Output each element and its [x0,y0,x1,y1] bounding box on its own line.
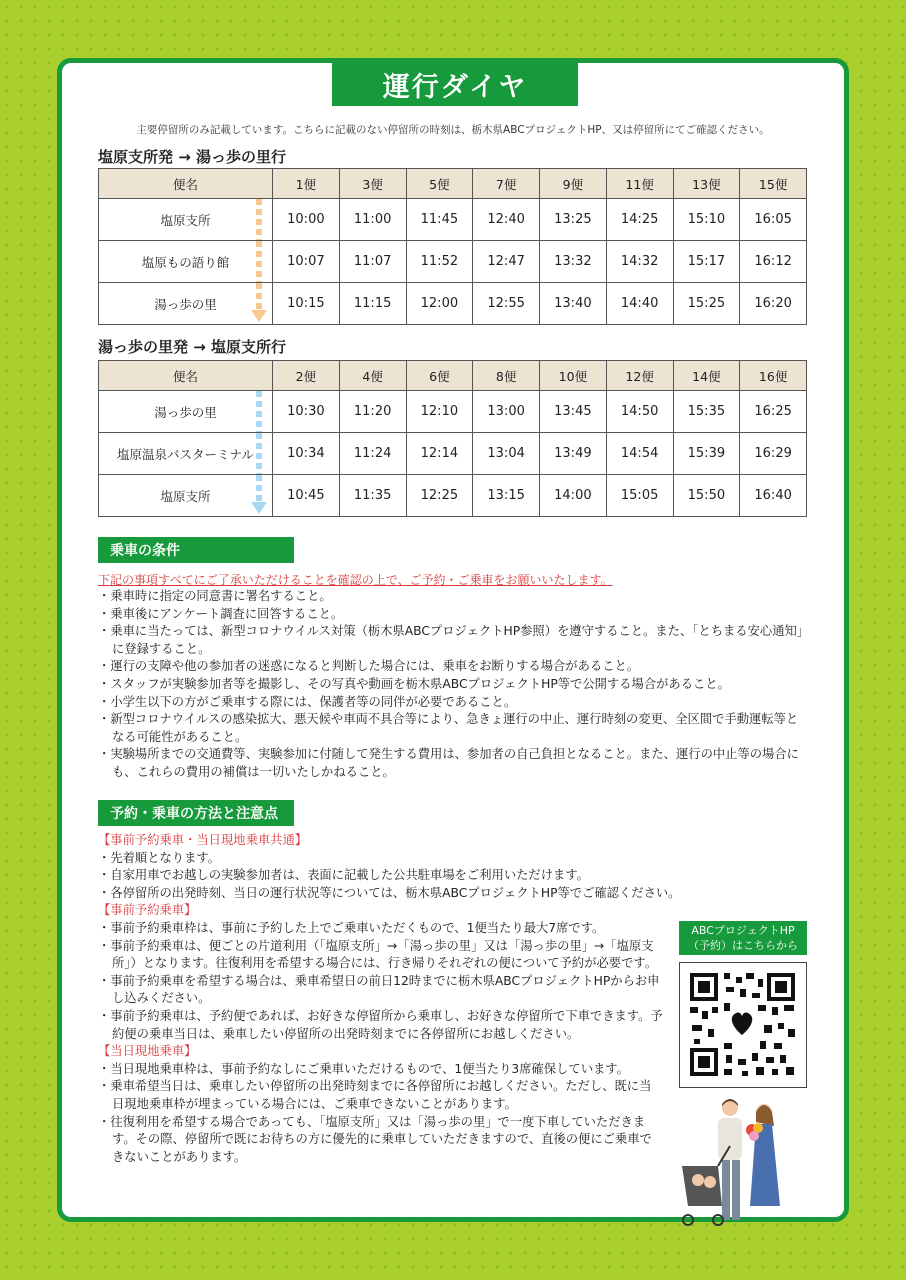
time-cell: 11:45 [406,199,473,241]
route1-timetable [98,168,807,325]
stop-name: 塩原支所 [160,488,211,504]
time-cell: 11:24 [339,433,406,475]
header-cell: 7便 [473,169,540,199]
time-cell: 14:54 [606,433,673,475]
header-cell: 16便 [740,361,807,391]
time-cell: 11:15 [339,283,406,325]
stop-name: 湯っ歩の里 [154,296,217,312]
time-cell: 11:52 [406,241,473,283]
time-cell: 13:45 [540,391,607,433]
time-cell: 16:12 [740,241,807,283]
time-cell: 14:00 [540,475,607,517]
table-header-row [99,169,807,199]
conditions-lead: 下記の事項すべてにご了承いただけることを確認の上で、ご予約・ご乗車をお願いいたします。 [98,573,613,587]
header-cell: 12便 [606,361,673,391]
time-cell: 16:05 [740,199,807,241]
time-cell: 12:40 [473,199,540,241]
table-header-row [99,361,807,391]
time-cell: 12:00 [406,283,473,325]
header-cell: 便名 [99,169,273,199]
time-cell: 12:55 [473,283,540,325]
time-cell: 11:07 [339,241,406,283]
header-cell: 5便 [406,169,473,199]
table-row [99,475,807,517]
route1-title: 塩原支所発 → 湯っ歩の里行 [98,148,287,166]
common-label: 【事前予約乗車・当日現地乗車共通】 [98,833,308,847]
stop-name: 塩原支所 [160,212,211,228]
time-cell: 14:25 [606,199,673,241]
time-cell: 13:32 [540,241,607,283]
time-cell: 10:15 [273,283,340,325]
time-cell: 12:47 [473,241,540,283]
family-illustration [678,1096,796,1242]
time-cell: 10:00 [273,199,340,241]
table-row [99,283,807,325]
header-cell: 11便 [606,169,673,199]
time-cell: 14:40 [606,283,673,325]
table-row [99,199,807,241]
list-item: ・ 乗車に当たっては、新型コロナウイルス対策（栃木県ABCプロジェクトHP参照）を遵守すること。また、「とちまる安心通知」に登録すること。 [98,623,810,658]
route2-timetable [98,360,807,517]
list-item: ・ 当日現地乗車枠は、事前予約なしにご乗車いただけるもので、1便当たり3席確保しています。 [98,1061,663,1079]
list-item: ・ 各停留所の出発時刻、当日の運行状況等については、栃木県ABCプロジェクトHP等でご確認ください。 [98,885,810,903]
time-cell: 11:35 [339,475,406,517]
qr-code-icon [680,963,805,1086]
time-cell: 12:14 [406,433,473,475]
table-row [99,241,807,283]
stop-name-cell [99,475,273,517]
table-row [99,433,807,475]
list-item: ・ 乗車後にアンケート調査に回答すること。 [98,606,810,624]
time-cell: 15:50 [673,475,740,517]
time-cell: 13:00 [473,391,540,433]
time-cell: 10:07 [273,241,340,283]
qr-label-line2: （予約）はこちらから [688,939,798,952]
reservation-list [98,832,681,1166]
header-cell: 2便 [273,361,340,391]
list-item: ・ 乗車時に指定の同意書に署名すること。 [98,588,810,606]
time-cell: 12:10 [406,391,473,433]
time-cell: 15:17 [673,241,740,283]
time-cell: 12:25 [406,475,473,517]
header-cell: 8便 [473,361,540,391]
header-cell: 3便 [339,169,406,199]
time-cell: 14:50 [606,391,673,433]
time-cell: 10:30 [273,391,340,433]
direction-arrow [256,433,262,474]
time-cell: 10:34 [273,433,340,475]
direction-arrow [256,199,262,240]
time-cell: 13:40 [540,283,607,325]
qr-label [679,921,807,955]
list-item: ・ 小学生以下の方がご乗車する際には、保護者等の同伴が必要であること。 [98,694,810,712]
header-cell: 9便 [540,169,607,199]
list-item: ・ スタッフが実験参加者等を撮影し、その写真や動画を栃木県ABCプロジェクトHP等で公開する場合があること。 [98,676,810,694]
time-cell: 15:25 [673,283,740,325]
list-item: ・ 自家用車でお越しの実験参加者は、表面に記載した公共駐車場をご利用いただけます。 [98,867,810,885]
stop-name-cell [99,199,273,241]
time-cell: 15:05 [606,475,673,517]
header-cell: 6便 [406,361,473,391]
time-cell: 13:15 [473,475,540,517]
header-cell: 1便 [273,169,340,199]
route2-title: 湯っ歩の里発 → 塩原支所行 [98,338,287,356]
header-cell: 10便 [540,361,607,391]
time-cell: 16:20 [740,283,807,325]
stop-name-cell [99,241,273,283]
time-cell: 11:00 [339,199,406,241]
time-cell: 10:45 [273,475,340,517]
table-row [99,391,807,433]
arrowhead-icon [251,502,267,514]
conditions-list [98,588,810,782]
list-item: ・ 事前予約乗車は、便ごとの片道利用（「塩原支所」→「湯っ歩の里」又は「湯っ歩の里」→「塩原支所」）となります。往復利用を希望する場合には、行き帰りそれぞれの便について予約が必要です。 [98,938,663,973]
list-item: ・ 事前予約乗車枠は、事前に予約した上でご乗車いただくもので、1便当たり最大7席です。 [98,920,663,938]
arrowhead-icon [251,310,267,322]
time-cell: 15:39 [673,433,740,475]
time-cell: 13:25 [540,199,607,241]
stop-name-cell [99,433,273,475]
header-cell: 13便 [673,169,740,199]
list-item: ・ 運行の支障や他の参加者の迷惑になると判断した場合には、乗車をお断りする場合があること。 [98,658,810,676]
time-cell: 13:04 [473,433,540,475]
direction-arrow [256,391,262,432]
intro-note: 主要停留所のみ記載しています。こちらに記載のない停留所の時刻は、栃木県ABCプロジェクトHP、又は停留所にてご確認ください。 [136,124,770,136]
time-cell: 16:40 [740,475,807,517]
time-cell: 11:20 [339,391,406,433]
direction-arrow [256,475,262,504]
time-cell: 14:32 [606,241,673,283]
list-item: ・ 実験場所までの交通費等、実験参加に付随して発生する費用は、参加者の自己負担となること。また、運行の中止等の場合にも、これらの費用の補償は一切いたしかねること。 [98,746,810,781]
qr-code[interactable] [679,962,807,1088]
sameday-label: 【当日現地乗車】 [98,1044,197,1059]
time-cell: 13:49 [540,433,607,475]
page-title: 運行ダイヤ [332,62,578,106]
header-cell: 便名 [99,361,273,391]
conditions-heading: 乗車の条件 [98,537,294,563]
list-item: ・ 新型コロナウイルスの感染拡大、悪天候や車両不具合等により、急きょ運行の中止、運行時刻の変更、全区間で手動運転等となる可能性があること。 [98,711,810,746]
stop-name-cell [99,391,273,433]
direction-arrow [256,241,262,282]
stop-name: 塩原温泉バスターミナル [117,446,254,462]
qr-label-line1: ABCプロジェクトHP [691,924,795,937]
stop-name: 湯っ歩の里 [154,404,217,420]
list-item: ・ 先着順となります。 [98,850,663,868]
header-cell: 4便 [339,361,406,391]
direction-arrow [256,283,262,312]
reservation-heading: 予約・乗車の方法と注意点 [98,800,294,826]
list-item: ・ 乗車希望当日は、乗車したい停留所の出発時刻までに各停留所にお越しください。ただし、既に当日現地乗車枠が埋まっている場合には、ご乗車できないことがあります。 [98,1078,663,1113]
stop-name: 塩原もの語り館 [141,254,230,270]
list-item: ・ 事前予約乗車を希望する場合は、乗車希望日の前日12時までに栃木県ABCプロジェクトHPからお申し込みください。 [98,973,663,1008]
header-cell: 15便 [740,169,807,199]
time-cell: 16:25 [740,391,807,433]
time-cell: 16:29 [740,433,807,475]
advance-label: 【事前予約乗車】 [98,903,197,918]
list-item: ・ 往復利用を希望する場合であっても、「塩原支所」又は「湯っ歩の里」で一度下車していただきます。その際、停留所で既にお待ちの方に優先的に乗車していただきますので、直後の便にご乗車できないことがあります。 [98,1114,663,1167]
stop-name-cell [99,283,273,325]
time-cell: 15:35 [673,391,740,433]
header-cell: 14便 [673,361,740,391]
time-cell: 15:10 [673,199,740,241]
list-item: ・ 事前予約乗車は、予約便であれば、お好きな停留所から乗車し、お好きな停留所で下車できます。予約便の乗車当日は、乗車したい停留所の出発時刻までに各停留所にお越しください。 [98,1008,663,1043]
